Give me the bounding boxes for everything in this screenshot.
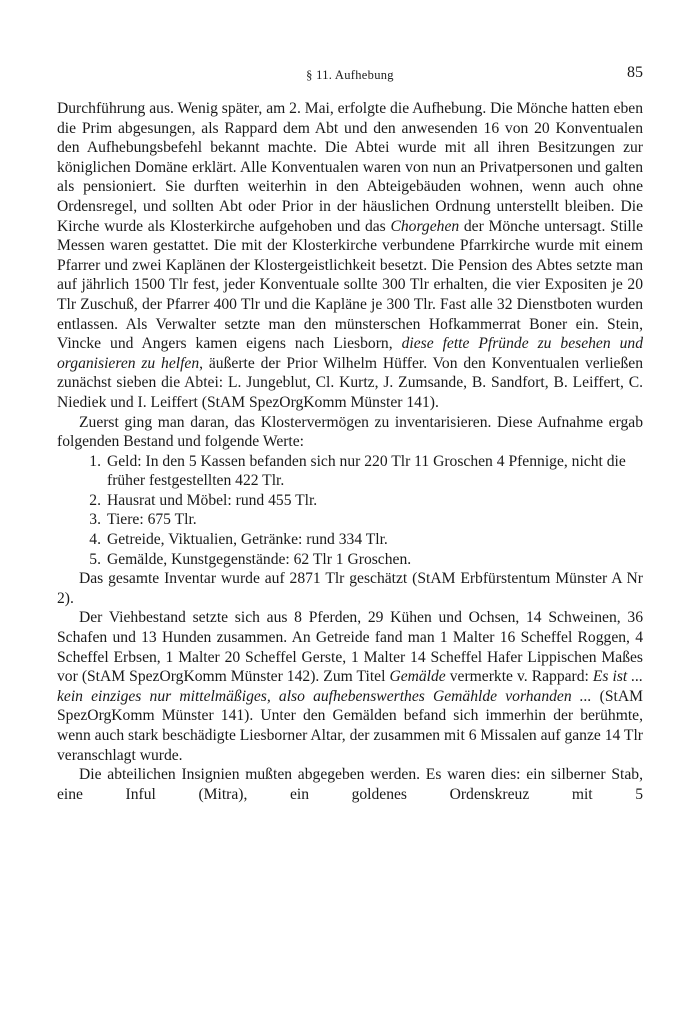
running-header xyxy=(57,64,643,88)
paragraph-3: Das gesamte Inventar wurde auf 2871 Tlr geschätzt (StAM Erbfürstentum Münster A Nr 2). xyxy=(57,570,643,607)
list-text: Gemälde, Kunstgegenstände: 62 Tlr 1 Groschen. xyxy=(107,550,412,568)
paragraph-4: Der Viehbestand setzte sich aus 8 Pferden, 29 Kühen und Ochsen, 14 Schweinen, 36 Schafen und 13 Hunden zusammen. An Getreide fand man 1 Malter 16 Scheffel Roggen, 4 Scheffel Erbsen, 1 Malter 20 Scheffel Gerste, 1 Malter 14 Scheffel Hafer Lippischen Maßes vor (StAM SpezOrgKomm Münster 142). Zum Titel Gemälde vermerkte v. Rappard: Es ist ... kein einziges nur mittelmäßiges, also aufhebenswerthes Gemählde vorhanden ... (StAM SpezOrgKomm Münster 141). Unter den Gemälden befand sich immerhin der berühmte, wenn auch stark beschädigte Liesborner Altar, der zusammen mit 6 Missalen auf ganze 14 Tlr veranschlagt wurde. xyxy=(57,609,643,764)
list-number: 4. xyxy=(89,531,101,549)
list-item xyxy=(57,530,643,550)
list-text: Tiere: 675 Tlr. xyxy=(107,511,197,529)
inventory-list xyxy=(57,452,643,570)
list-text: Geld: In den 5 Kassen befanden sich nur 220 Tlr 11 Groschen 4 Pfennige, nicht die früher festgestellten 422 Tlr. xyxy=(107,452,626,490)
list-item xyxy=(57,491,643,511)
paragraph-2: Zuerst ging man daran, das Klostervermögen zu inventarisieren. Diese Aufnahme ergab folgenden Bestand und folgende Werte: xyxy=(57,413,643,451)
paragraph-5: Die abteilichen Insignien mußten abgegeben werden. Es waren dies: ein silberner Stab, eine Inful (Mitra), ein goldenes Ordenskreuz mit 5 xyxy=(57,766,643,803)
list-item xyxy=(57,452,643,491)
emphasis: Gemälde xyxy=(389,668,446,686)
list-text: Getreide, Viktualien, Getränke: rund 334 Tlr. xyxy=(107,531,388,549)
list-item xyxy=(57,510,643,530)
quotation: Es ist ... kein einziges nur mittelmäßiges, also aufhebenswerthes Gemählde vorhanden ... xyxy=(57,668,643,705)
list-item xyxy=(57,550,643,570)
body-text xyxy=(57,99,643,804)
list-number: 2. xyxy=(89,491,101,509)
paragraph-1: Durchführung aus. Wenig später, am 2. Mai, erfolgte die Aufhebung. Die Mönche hatten eben die Prim abgesungen, als Rappard dem Abt und den anwesenden 16 von 20 Konventualen den Aufhebungsbefehl bekannt machte. Die Abtei wurde mit all ihren Besitzungen zur königlichen Domäne erklärt. Alle Konventualen waren von nun an Privatpersonen und galten als pensioniert. Sie durften weiterhin in den Abteigebäuden wohnen, wenn auch ohne Ordensregel, und sollten Abt oder Prior in der häuslichen Ordnung unterstellt bleiben. Die Kirche wurde als Klosterkirche aufgehoben und das Chorgehen der Mönche untersagt. Stille Messen waren gestattet. Die mit der Klosterkirche verbundene Pfarrkirche wurde mit einem Pfarrer und zwei Kaplänen der Klostergeistlichkeit besetzt. Die Pension des Abtes setzte man auf jährlich 1500 Tlr fest, jeder Konventuale sollte 300 Tlr erhalten, die vier Expositen je 20 Tlr Zuschuß, der Pfarrer 400 Tlr und die Kapläne je 300 Tlr. Fast alle 32 Dienstboten wurden entlassen. Als Verwalter setzte man den münsterschen Hofkammerrat Boner ein. Stein, Vincke und Angers kamen eigens nach Liesborn, diese fette Pfründe zu besehen und organisieren zu helfen, äußerte der Prior Wilhelm Hüffer. Von den Konventualen verließen zunächst sieben die Abtei: L. Jungeblut, Cl. Kurtz, J. Zumsande, B. Sandfort, B. Leiffert, C. Niediek und I. Leiffert (StAM SpezOrgKomm Münster 141). xyxy=(57,100,643,411)
emphasis: Chorgehen xyxy=(390,217,460,235)
list-number: 5. xyxy=(89,550,101,568)
quotation: diese fette Pfründe zu besehen und organisieren zu helfen xyxy=(57,335,643,372)
list-number: 1. xyxy=(89,452,101,470)
page-number: 85 xyxy=(627,64,643,81)
list-number: 3. xyxy=(89,511,101,529)
list-text: Hausrat und Möbel: rund 455 Tlr. xyxy=(107,491,318,509)
section-title: § 11. Aufhebung xyxy=(306,68,394,82)
